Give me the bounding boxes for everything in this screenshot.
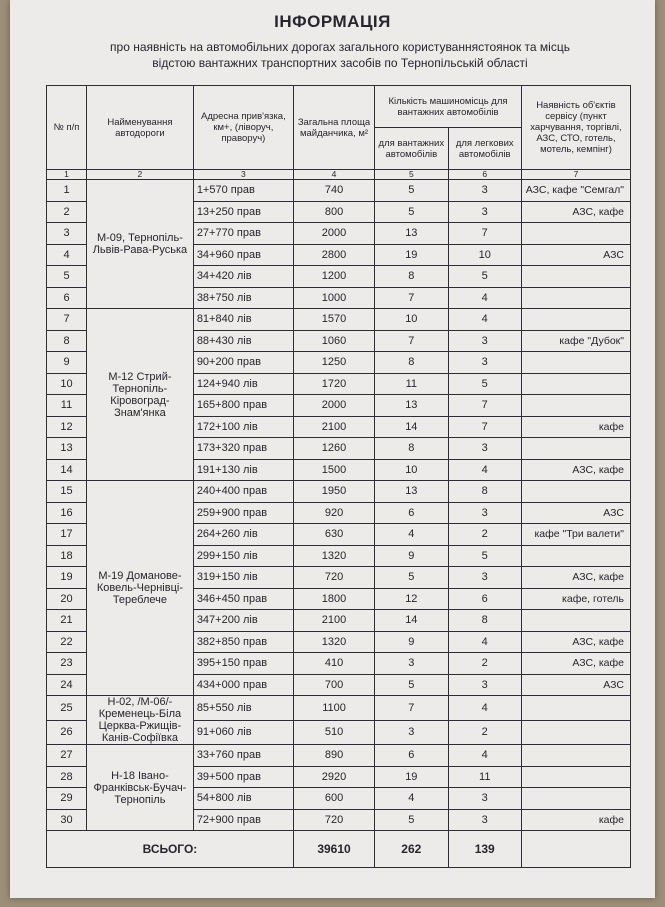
area-cell: 2000: [293, 223, 374, 245]
address-cell: 347+200 лів: [193, 610, 293, 632]
trucks-cell: 7: [375, 330, 448, 352]
trucks-cell: 11: [375, 373, 448, 395]
row-number: 28: [47, 766, 87, 788]
area-cell: 740: [293, 180, 374, 202]
trucks-cell: 6: [375, 502, 448, 524]
row-number: 6: [47, 287, 87, 309]
trucks-cell: 8: [375, 352, 448, 374]
trucks-cell: 9: [375, 545, 448, 567]
service-cell: [521, 788, 630, 810]
row-number: 11: [47, 395, 87, 417]
service-cell: АЗС, кафе: [521, 631, 630, 653]
address-cell: 27+770 прав: [193, 223, 293, 245]
service-cell: АЗС, кафе: [521, 459, 630, 481]
trucks-cell: 19: [375, 244, 448, 266]
row-number: 2: [47, 201, 87, 223]
service-cell: [521, 438, 630, 460]
row-number: 15: [47, 481, 87, 503]
area-cell: 1000: [293, 287, 374, 309]
address-cell: 319+150 лів: [193, 567, 293, 589]
table-body: [47, 170, 631, 868]
address-cell: 54+800 лів: [193, 788, 293, 810]
area-cell: 2920: [293, 766, 374, 788]
cars-cell: 8: [448, 610, 521, 632]
address-cell: 172+100 лів: [193, 416, 293, 438]
document-sheet: [10, 0, 655, 898]
cars-cell: 7: [448, 223, 521, 245]
service-cell: [521, 545, 630, 567]
trucks-cell: 5: [375, 809, 448, 831]
header-cars: для легкових автомобілів: [448, 128, 521, 170]
address-cell: 124+940 лів: [193, 373, 293, 395]
row-number: 12: [47, 416, 87, 438]
row-number: 26: [47, 720, 87, 745]
service-cell: [521, 766, 630, 788]
trucks-cell: 5: [375, 674, 448, 696]
service-cell: [521, 223, 630, 245]
row-number: 8: [47, 330, 87, 352]
trucks-cell: 3: [375, 653, 448, 675]
table-row: [47, 696, 631, 721]
area-cell: 2100: [293, 416, 374, 438]
service-cell: кафе "Три валети": [521, 524, 630, 546]
trucks-cell: 8: [375, 266, 448, 288]
trucks-cell: 10: [375, 309, 448, 331]
address-cell: 173+320 прав: [193, 438, 293, 460]
row-number: 23: [47, 653, 87, 675]
cars-cell: 3: [448, 809, 521, 831]
col-number: 2: [87, 170, 194, 180]
row-number: 22: [47, 631, 87, 653]
column-number-row: [47, 170, 631, 180]
service-cell: [521, 696, 630, 721]
cars-cell: 10: [448, 244, 521, 266]
address-cell: 34+420 лів: [193, 266, 293, 288]
address-cell: 259+900 прав: [193, 502, 293, 524]
col-number: 5: [375, 170, 448, 180]
total-cars: 139: [448, 831, 521, 868]
cars-cell: 3: [448, 352, 521, 374]
row-number: 19: [47, 567, 87, 589]
address-cell: 346+450 прав: [193, 588, 293, 610]
total-row: [47, 831, 631, 868]
service-cell: АЗС, кафе "Семгал": [521, 180, 630, 202]
trucks-cell: 5: [375, 201, 448, 223]
address-cell: 85+550 лів: [193, 696, 293, 721]
area-cell: 2100: [293, 610, 374, 632]
row-number: 18: [47, 545, 87, 567]
cars-cell: 5: [448, 266, 521, 288]
row-number: 10: [47, 373, 87, 395]
cars-cell: 5: [448, 373, 521, 395]
col-number: 1: [47, 170, 87, 180]
trucks-cell: 4: [375, 524, 448, 546]
row-number: 17: [47, 524, 87, 546]
trucks-cell: 14: [375, 416, 448, 438]
trucks-cell: 19: [375, 766, 448, 788]
document-subtitle-line1: про наявність на автомобільних дорогах загального користуваннястоянок та місць: [110, 40, 570, 54]
cars-cell: 3: [448, 201, 521, 223]
trucks-cell: 6: [375, 745, 448, 767]
service-cell: [521, 481, 630, 503]
address-cell: 88+430 лів: [193, 330, 293, 352]
service-cell: [521, 352, 630, 374]
address-cell: 165+800 прав: [193, 395, 293, 417]
area-cell: 1500: [293, 459, 374, 481]
address-cell: 91+060 лів: [193, 720, 293, 745]
area-cell: 1100: [293, 696, 374, 721]
area-cell: 1200: [293, 266, 374, 288]
service-cell: [521, 395, 630, 417]
trucks-cell: 8: [375, 438, 448, 460]
row-number: 25: [47, 696, 87, 721]
area-cell: 600: [293, 788, 374, 810]
road-name: Н-18 Івано-Франківськ-Бучач-Тернопіль: [87, 745, 194, 831]
trucks-cell: 5: [375, 180, 448, 202]
row-number: 21: [47, 610, 87, 632]
cars-cell: 3: [448, 330, 521, 352]
table-row: [47, 481, 631, 503]
row-number: 1: [47, 180, 87, 202]
area-cell: 720: [293, 567, 374, 589]
row-number: 9: [47, 352, 87, 374]
service-cell: АЗС: [521, 502, 630, 524]
area-cell: 1060: [293, 330, 374, 352]
area-cell: 630: [293, 524, 374, 546]
cars-cell: 11: [448, 766, 521, 788]
cars-cell: 2: [448, 524, 521, 546]
total-trucks: 262: [375, 831, 448, 868]
total-service-empty: [521, 831, 630, 868]
road-name: М-19 Доманове-Ковель-Чернівці-Тереблече: [87, 481, 194, 696]
address-cell: 382+850 прав: [193, 631, 293, 653]
address-cell: 264+260 лів: [193, 524, 293, 546]
service-cell: [521, 309, 630, 331]
total-label: ВСЬОГО:: [47, 831, 294, 868]
col-number: 4: [293, 170, 374, 180]
row-number: 27: [47, 745, 87, 767]
address-cell: 240+400 прав: [193, 481, 293, 503]
cars-cell: 3: [448, 674, 521, 696]
cars-cell: 3: [448, 567, 521, 589]
col-number: 3: [193, 170, 293, 180]
area-cell: 510: [293, 720, 374, 745]
cars-cell: 6: [448, 588, 521, 610]
area-cell: 700: [293, 674, 374, 696]
area-cell: 1720: [293, 373, 374, 395]
trucks-cell: 9: [375, 631, 448, 653]
row-number: 7: [47, 309, 87, 331]
col-number: 6: [448, 170, 521, 180]
cars-cell: 8: [448, 481, 521, 503]
header-address: Адресна прив'язка, км+, (ліворуч, праворуч): [193, 86, 293, 170]
cars-cell: 2: [448, 653, 521, 675]
area-cell: 2800: [293, 244, 374, 266]
cars-cell: 4: [448, 631, 521, 653]
service-cell: кафе, готель: [521, 588, 630, 610]
service-cell: [521, 745, 630, 767]
service-cell: АЗС, кафе: [521, 567, 630, 589]
cars-cell: 4: [448, 745, 521, 767]
total-area: 39610: [293, 831, 374, 868]
cars-cell: 5: [448, 545, 521, 567]
row-number: 24: [47, 674, 87, 696]
address-cell: 191+130 лів: [193, 459, 293, 481]
address-cell: 33+760 прав: [193, 745, 293, 767]
address-cell: 90+200 прав: [193, 352, 293, 374]
header-road: Найменування автодороги: [87, 86, 194, 170]
address-cell: 81+840 лів: [193, 309, 293, 331]
address-cell: 72+900 прав: [193, 809, 293, 831]
service-cell: АЗС, кафе: [521, 201, 630, 223]
cars-cell: 7: [448, 395, 521, 417]
service-cell: [521, 266, 630, 288]
trucks-cell: 13: [375, 395, 448, 417]
area-cell: 2000: [293, 395, 374, 417]
row-number: 5: [47, 266, 87, 288]
area-cell: 1950: [293, 481, 374, 503]
service-cell: АЗС: [521, 674, 630, 696]
address-cell: 395+150 прав: [193, 653, 293, 675]
area-cell: 1570: [293, 309, 374, 331]
cars-cell: 3: [448, 502, 521, 524]
row-number: 29: [47, 788, 87, 810]
trucks-cell: 7: [375, 696, 448, 721]
service-cell: АЗС: [521, 244, 630, 266]
trucks-cell: 4: [375, 788, 448, 810]
area-cell: 1260: [293, 438, 374, 460]
table-row: [47, 309, 631, 331]
trucks-cell: 13: [375, 223, 448, 245]
header-area: Загальна площа майданчика, м²: [293, 86, 374, 170]
area-cell: 1320: [293, 545, 374, 567]
cars-cell: 4: [448, 287, 521, 309]
cars-cell: 3: [448, 438, 521, 460]
cars-cell: 4: [448, 696, 521, 721]
document-subtitle-line2: відстою вантажних транспортних засобів по Тернопільській області: [152, 56, 528, 70]
table-row: [47, 180, 631, 202]
service-cell: [521, 373, 630, 395]
row-number: 3: [47, 223, 87, 245]
area-cell: 1320: [293, 631, 374, 653]
area-cell: 800: [293, 201, 374, 223]
cars-cell: 7: [448, 416, 521, 438]
service-cell: кафе "Дубок": [521, 330, 630, 352]
service-cell: АЗС, кафе: [521, 653, 630, 675]
service-cell: [521, 287, 630, 309]
row-number: 13: [47, 438, 87, 460]
area-cell: 920: [293, 502, 374, 524]
trucks-cell: 13: [375, 481, 448, 503]
area-cell: 890: [293, 745, 374, 767]
header-num: № п/п: [47, 86, 87, 170]
document-title: ІНФОРМАЦІЯ: [274, 12, 391, 31]
trucks-cell: 12: [375, 588, 448, 610]
service-cell: кафе: [521, 416, 630, 438]
parking-table: [46, 85, 631, 868]
cars-cell: 3: [448, 180, 521, 202]
row-number: 20: [47, 588, 87, 610]
area-cell: 1800: [293, 588, 374, 610]
service-cell: [521, 720, 630, 745]
service-cell: кафе: [521, 809, 630, 831]
header-trucks: для вантажних автомобілів: [375, 128, 448, 170]
row-number: 16: [47, 502, 87, 524]
area-cell: 1250: [293, 352, 374, 374]
cars-cell: 2: [448, 720, 521, 745]
cars-cell: 3: [448, 788, 521, 810]
address-cell: 1+570 прав: [193, 180, 293, 202]
address-cell: 434+000 прав: [193, 674, 293, 696]
trucks-cell: 3: [375, 720, 448, 745]
row-number: 14: [47, 459, 87, 481]
address-cell: 299+150 лів: [193, 545, 293, 567]
row-number: 30: [47, 809, 87, 831]
header-spaces: Кількість машиномісць для вантажних автомобілів: [375, 86, 522, 128]
area-cell: 720: [293, 809, 374, 831]
road-name: Н-02, /М-06/-Кременець-Біла Церква-Ржищів-Канів-Софіївка: [87, 696, 194, 745]
address-cell: 39+500 прав: [193, 766, 293, 788]
trucks-cell: 7: [375, 287, 448, 309]
address-cell: 13+250 прав: [193, 201, 293, 223]
service-cell: [521, 610, 630, 632]
road-name: М-12 Стрий-Тернопіль-Кіровоград-Знам'янка: [87, 309, 194, 481]
row-number: 4: [47, 244, 87, 266]
header-service: Наявність об'єктів сервісу (пункт харчування, торгівлі, АЗС, СТО, готель, мотель, кемпінг): [521, 86, 630, 170]
trucks-cell: 5: [375, 567, 448, 589]
trucks-cell: 14: [375, 610, 448, 632]
area-cell: 410: [293, 653, 374, 675]
table-row: [47, 745, 631, 767]
address-cell: 34+960 прав: [193, 244, 293, 266]
cars-cell: 4: [448, 309, 521, 331]
cars-cell: 4: [448, 459, 521, 481]
address-cell: 38+750 лів: [193, 287, 293, 309]
col-number: 7: [521, 170, 630, 180]
road-name: М-09, Тернопіль-Львів-Рава-Руська: [87, 180, 194, 309]
trucks-cell: 10: [375, 459, 448, 481]
